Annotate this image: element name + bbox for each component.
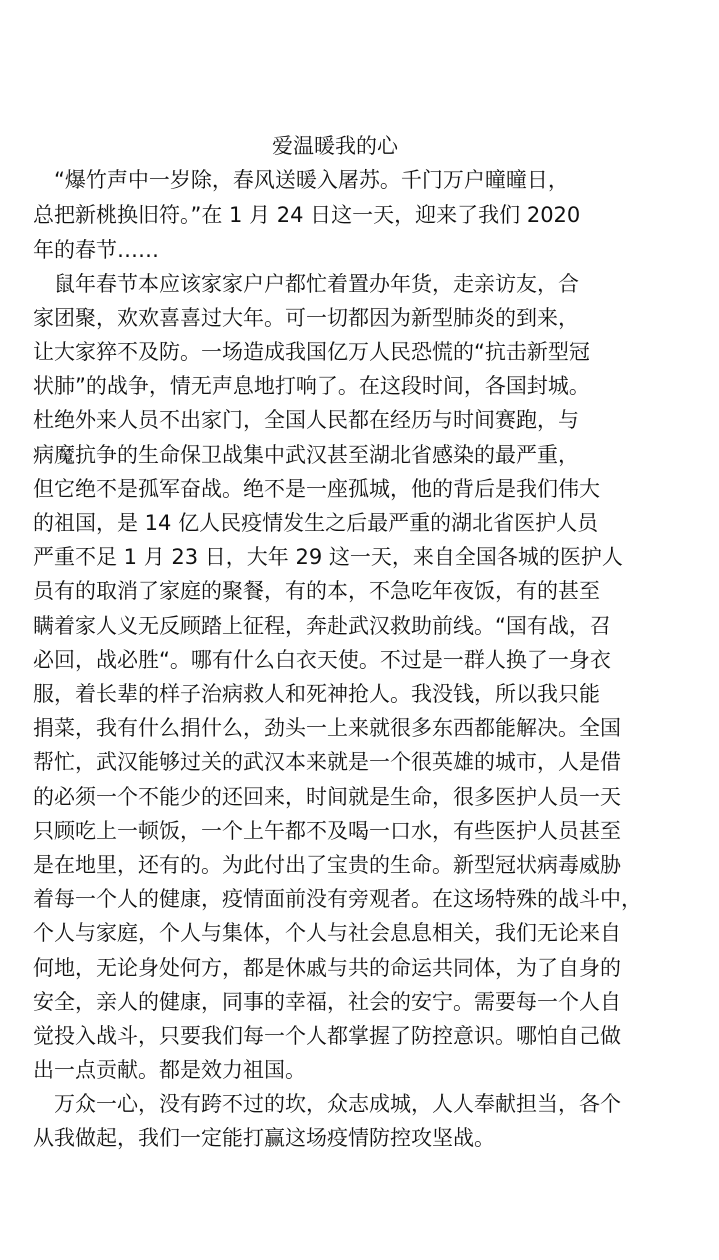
- text-line: 觉投入战斗，只要我们每一个人都掌握了防控意识。哪怕自己做: [33, 1024, 621, 1048]
- text-line: 只顾吃上一顿饭，一个上午都不及喝一口水，有些医护人员甚至: [33, 819, 621, 843]
- text-line: 瞒着家人义无反顾踏上征程，奔赴武汉救助前线。“国有战，召: [33, 614, 611, 638]
- text-line: “爆竹声中一岁除，春风送暖入屠苏。千门万户曈曈日，: [33, 168, 569, 192]
- text-line: 出一点贡献。都是效力祖国。: [33, 1058, 306, 1082]
- text-line: 何地，无论身处何方，都是休戚与共的命运共同体，为了自身的: [33, 956, 621, 980]
- text-line: 是在地里，还有的。为此付出了宝贵的生命。新型冠状病毒威胁: [33, 853, 621, 877]
- text-line: 员有的取消了家庭的聚餐，有的本，不急吃年夜饭，有的甚至: [33, 579, 600, 603]
- text-line: 家团聚，欢欢喜喜过大年。可一切都因为新型肺炎的到来，: [33, 306, 579, 330]
- text-line: 让大家猝不及防。一场造成我国亿万人民恐慌的“抗击新型冠: [33, 340, 590, 364]
- text-line: 的祖国，是 14 亿人民疫情发生之后最严重的湖北省医护人员: [33, 511, 599, 535]
- document-title: 爱温暖我的心: [272, 134, 398, 158]
- text-line: 个人与家庭，个人与集体，个人与社会息息相关，我们无论来自: [33, 921, 621, 945]
- text-line: 万众一心，没有跨不过的坎，众志成城，人人奉献担当，各个: [33, 1092, 621, 1116]
- text-line: 但它绝不是孤军奋战。绝不是一座孤城，他的背后是我们伟大: [33, 477, 600, 501]
- text-line: 杜绝外来人员不出家门，全国人民都在经历与时间赛跑，与: [33, 408, 579, 432]
- text-line: 服，着长辈的样子治病救人和死神抢人。我没钱，所以我只能: [33, 682, 600, 706]
- text-line: 安全，亲人的健康，同事的幸福，社会的安宁。需要每一个人自: [33, 990, 621, 1014]
- text-line: 从我做起，我们一定能打赢这场疫情防控攻坚战。: [33, 1126, 495, 1150]
- text-line: 病魔抗争的生命保卫战集中武汉甚至湖北省感染的最严重，: [33, 443, 579, 467]
- text-line: 帮忙，武汉能够过关的武汉本来就是一个很英雄的城市，人是借: [33, 750, 621, 774]
- text-line: 捐菜，我有什么捐什么，劲头一上来就很多东西都能解决。全国: [33, 716, 621, 740]
- text-line: 着每一个人的健康，疫情面前没有旁观者。在这场特殊的战斗中，: [33, 887, 642, 911]
- text-line: 必回，战必胜“。哪有什么白衣天使。不过是一群人换了一身衣: [33, 648, 611, 672]
- text-line: 严重不足 1 月 23 日，大年 29 这一天，来自全国各城的医护人: [33, 545, 623, 569]
- text-line: 年的春节……: [33, 238, 159, 262]
- text-line: 状肺”的战争，情无声息地打响了。在这段时间，各国封城。: [33, 374, 590, 398]
- text-line: 的必须一个不能少的还回来，时间就是生命，很多医护人员一天: [33, 785, 621, 809]
- text-line: 鼠年春节本应该家家户户都忙着置办年货，走亲访友，合: [33, 272, 579, 296]
- text-line: 总把新桃换旧符。”在 1 月 24 日这一天，迎来了我们 2020: [33, 203, 581, 227]
